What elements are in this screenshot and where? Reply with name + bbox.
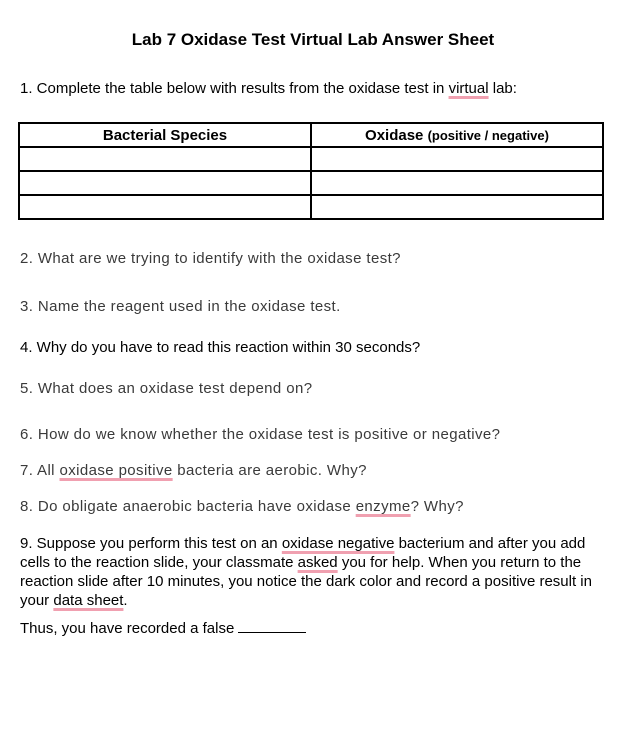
table-row <box>19 171 603 195</box>
table-cell[interactable] <box>311 147 603 171</box>
spellcheck-word[interactable]: oxidase positive <box>59 462 173 479</box>
question-9: 9. Suppose you perform this test on an oxidase negative bacterium and after you add cells to the reaction slide, your classmate asked you for help. When you return to the reaction slide after 10 minutes, you notice the dark color and record a positive result in your data sheet. <box>20 535 592 609</box>
header-bacterial-species: Bacterial Species <box>19 123 311 147</box>
question-3: 3. Name the reagent used in the oxidase test. <box>20 298 341 315</box>
table-cell[interactable] <box>311 171 603 195</box>
question-7: 7. All oxidase positive bacteria are aerobic. Why? <box>20 462 367 479</box>
question-5: 5. What does an oxidase test depend on? <box>20 380 313 397</box>
table-cell[interactable] <box>19 171 311 195</box>
page-title: Lab 7 Oxidase Test Virtual Lab Answer Sheet <box>131 30 495 49</box>
question-9-followup: Thus, you have recorded a false <box>20 618 306 638</box>
spellcheck-word[interactable]: virtual <box>448 80 489 97</box>
question-2: 2. What are we trying to identify with the oxidase test? <box>20 250 401 267</box>
spellcheck-word[interactable]: oxidase negative <box>281 535 395 552</box>
table-cell[interactable] <box>19 195 311 219</box>
header-oxidase: Oxidase (positive / negative) <box>311 123 603 147</box>
table-cell[interactable] <box>311 195 603 219</box>
question-1: 1. Complete the table below with results from the oxidase test in virtual lab: <box>20 80 517 97</box>
table-row <box>19 147 603 171</box>
question-4: 4. Why do you have to read this reaction within 30 seconds? <box>20 339 421 356</box>
results-table <box>18 122 604 220</box>
answer-blank[interactable] <box>238 618 306 633</box>
question-6: 6. How do we know whether the oxidase test is positive or negative? <box>20 426 501 443</box>
spellcheck-word[interactable]: asked <box>297 554 338 571</box>
table-row <box>19 195 603 219</box>
spellcheck-word[interactable]: enzyme <box>355 498 411 515</box>
table-cell[interactable] <box>19 147 311 171</box>
question-8: 8. Do obligate anaerobic bacteria have oxidase enzyme? Why? <box>20 498 464 515</box>
spellcheck-word[interactable]: data sheet <box>53 592 124 609</box>
